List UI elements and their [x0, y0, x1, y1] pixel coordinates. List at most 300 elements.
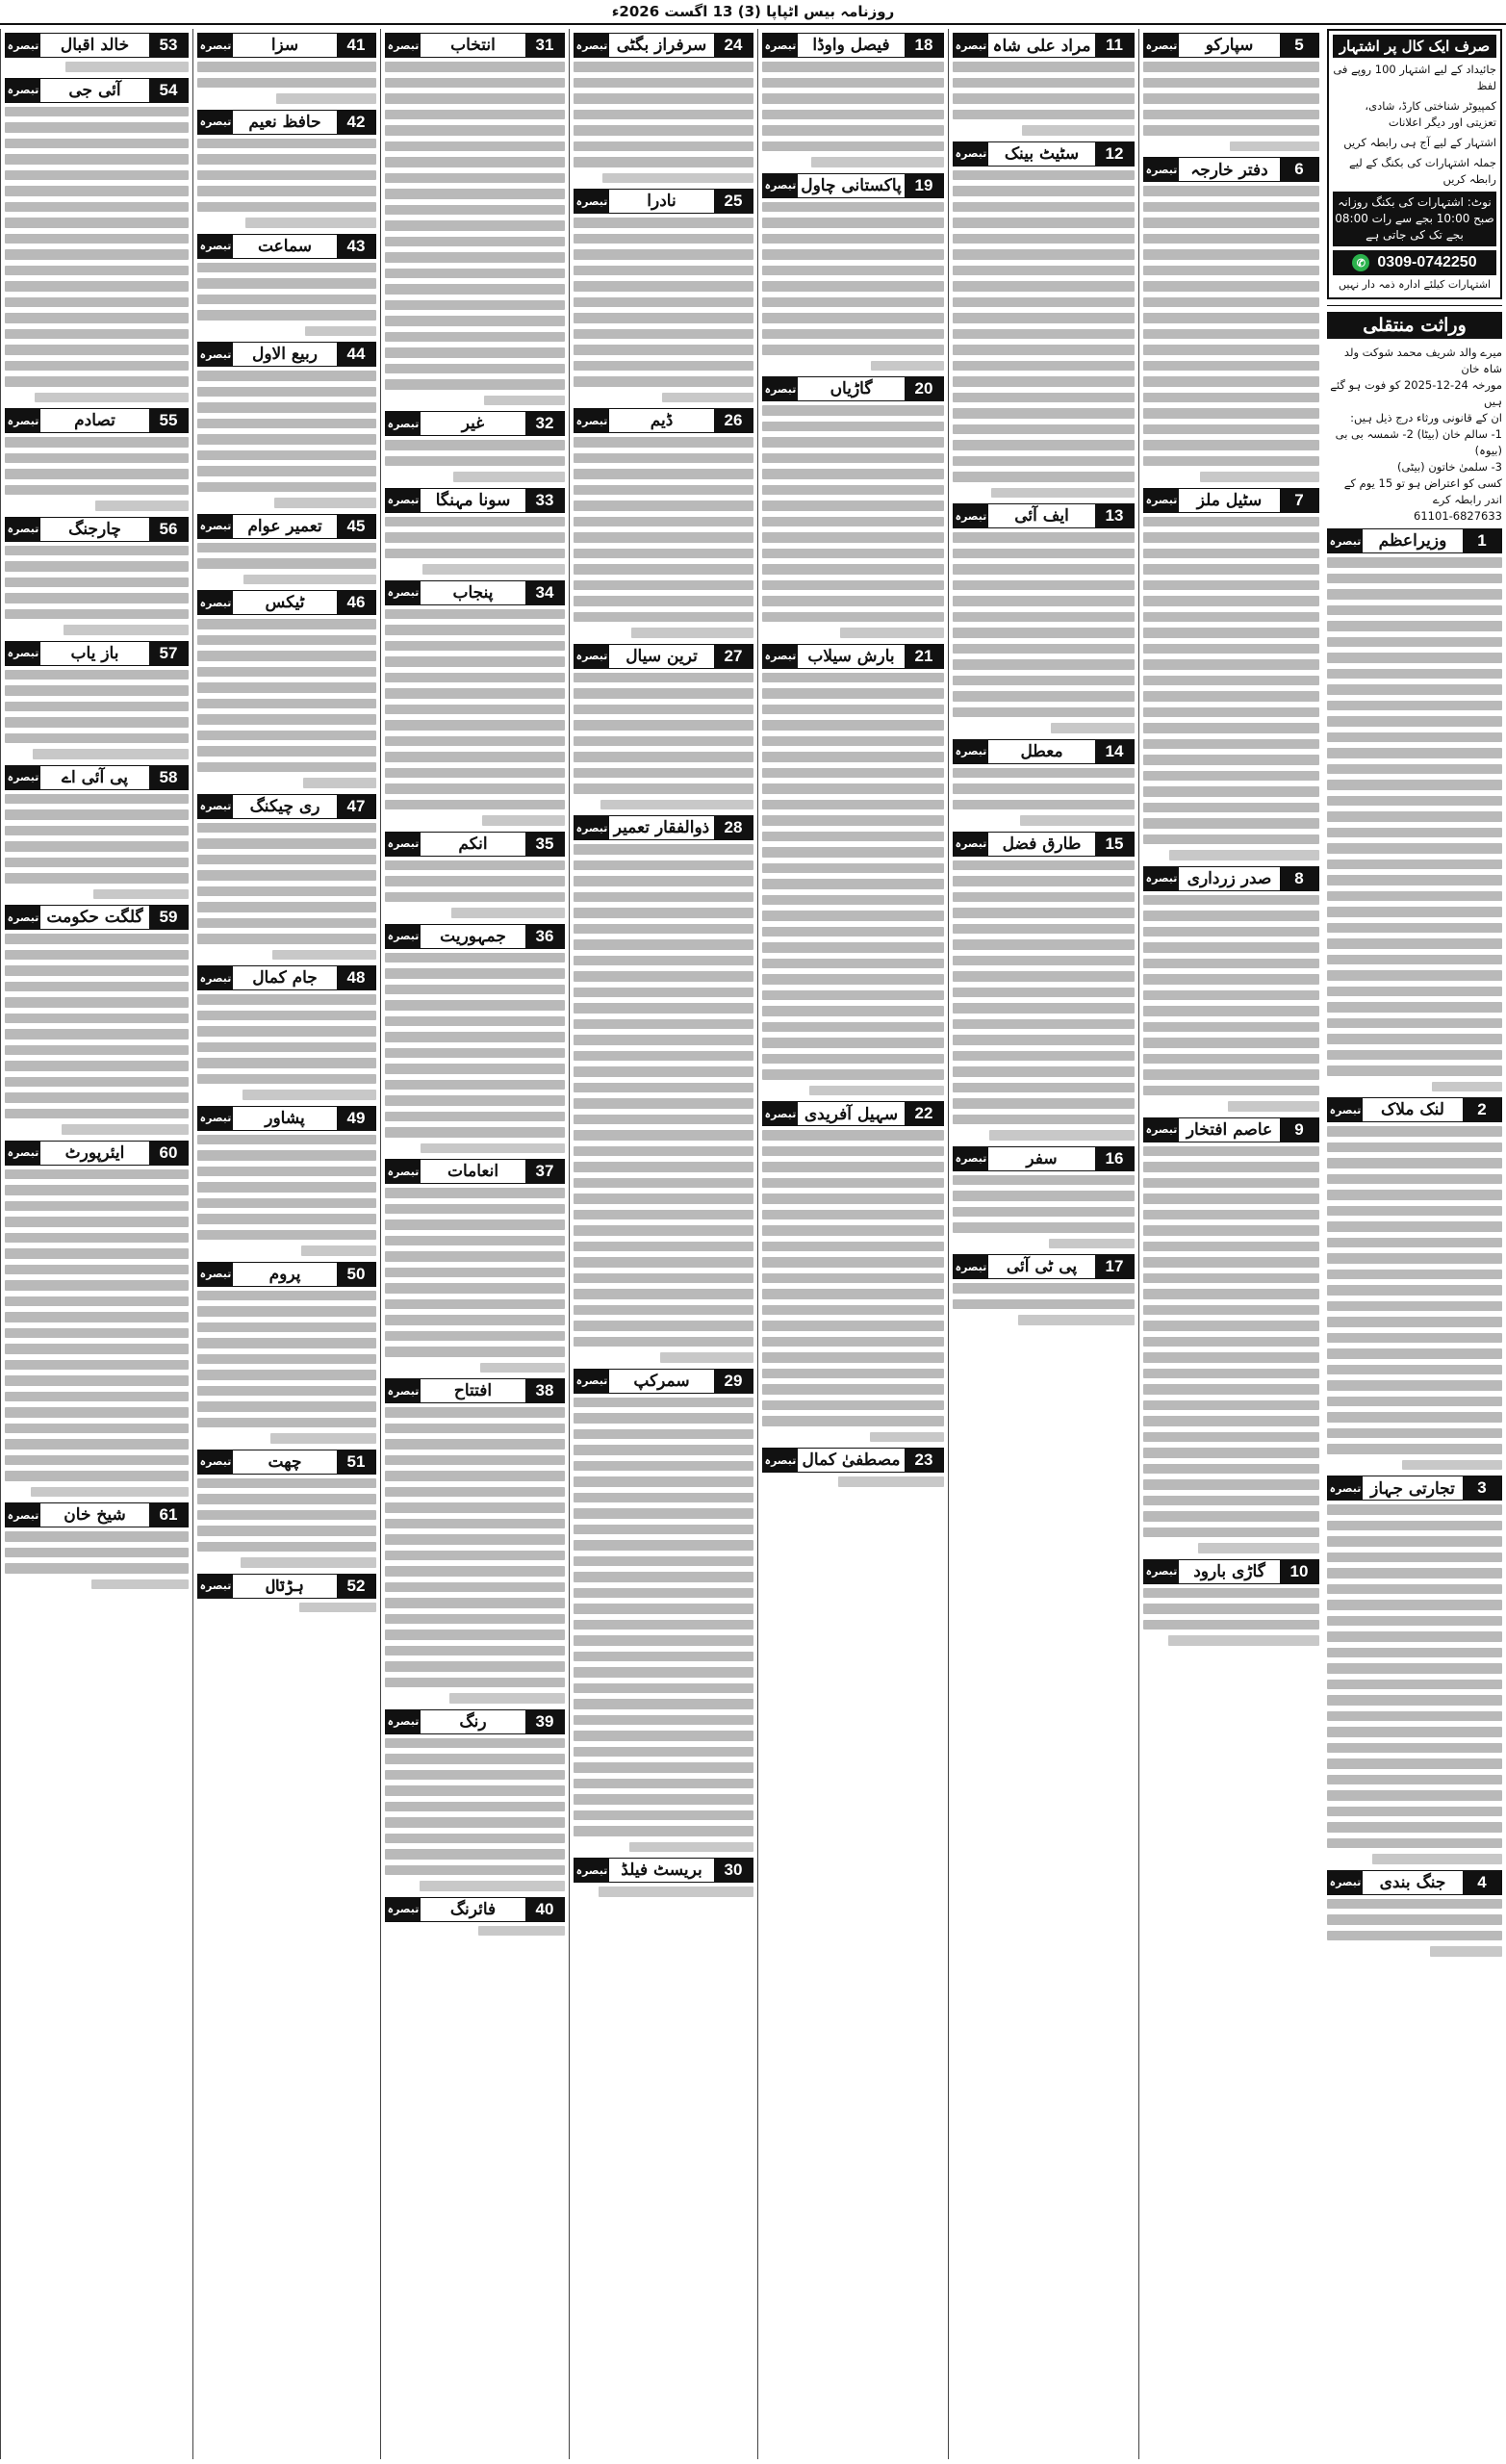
- news-headline[interactable]: [5, 765, 189, 790]
- news-headline[interactable]: [5, 1502, 189, 1527]
- news-headline[interactable]: [197, 234, 376, 259]
- headline-number: 4: [1463, 1871, 1501, 1894]
- text-line: [1143, 1604, 1319, 1614]
- news-headline[interactable]: [953, 503, 1135, 528]
- text-line: [1143, 771, 1319, 782]
- news-item: [1143, 1559, 1319, 1646]
- text-line: [1143, 440, 1319, 450]
- notice-line: مورخہ 24-12-2025 کو فوت ہو گئے ہیں: [1330, 378, 1502, 408]
- text-line: [385, 1471, 565, 1481]
- news-headline[interactable]: [197, 514, 376, 539]
- text-line: [197, 934, 376, 944]
- text-line: [5, 437, 189, 448]
- news-body: [953, 1175, 1135, 1249]
- text-line: [953, 956, 1135, 966]
- text-line: [5, 281, 189, 292]
- headline-tag: تبصرہ: [954, 740, 988, 763]
- ad-line: اشتہار کے لیے آج ہی رابطہ کریں: [1343, 136, 1496, 149]
- news-headline[interactable]: [574, 33, 753, 58]
- headline-title: پی آئی اے: [61, 768, 129, 787]
- text-line: [5, 1548, 189, 1558]
- text-line: [574, 971, 753, 982]
- notice-line: میرے والد شریف محمد شوکت ولد شاہ خان: [1343, 346, 1502, 375]
- text-line: [953, 313, 1135, 323]
- news-headline[interactable]: [762, 173, 944, 198]
- text-line: [1327, 1428, 1502, 1439]
- text-line: [953, 1051, 1135, 1062]
- text-line: [574, 1429, 753, 1440]
- text-line: [953, 170, 1135, 181]
- headline-number: 10: [1280, 1560, 1318, 1583]
- news-headline[interactable]: [1327, 1870, 1502, 1895]
- text-line: [953, 1003, 1135, 1014]
- text-line: [1143, 755, 1319, 765]
- text-line: [1143, 1006, 1319, 1016]
- text-line: [385, 189, 565, 199]
- text-line: [953, 186, 1135, 196]
- text-line: [574, 78, 753, 89]
- news-item: [953, 503, 1135, 733]
- text-line: [1327, 843, 1502, 854]
- text-line: [1143, 393, 1319, 403]
- text-line: [574, 1178, 753, 1189]
- news-headline[interactable]: [197, 33, 376, 58]
- text-line: [953, 440, 1135, 450]
- news-headline[interactable]: [953, 33, 1135, 58]
- headline-title: فیصل واوڈا: [812, 36, 890, 55]
- headline-tag: تبصرہ: [1328, 529, 1363, 552]
- text-line: [574, 1525, 753, 1535]
- text-line: [953, 329, 1135, 340]
- news-item: [5, 1141, 189, 1498]
- headline-number: 34: [525, 581, 564, 604]
- text-line: [385, 1016, 565, 1027]
- text-line: [762, 1273, 944, 1284]
- text-line: [197, 62, 376, 72]
- text-line: [574, 1337, 753, 1348]
- news-body: [197, 994, 376, 1100]
- text-line: [385, 1407, 565, 1418]
- text-line: [420, 1881, 565, 1891]
- text-line: [762, 110, 944, 120]
- text-line: [197, 371, 376, 381]
- news-headline[interactable]: [385, 924, 565, 949]
- text-line: [1143, 266, 1319, 276]
- headline-title: تعمیر عوام: [247, 516, 322, 536]
- news-headline[interactable]: [574, 644, 753, 669]
- text-line: [574, 234, 753, 244]
- text-line: [197, 1011, 376, 1021]
- news-body: [762, 405, 944, 638]
- headline-tag: تبصرہ: [1144, 158, 1179, 181]
- text-line: [953, 580, 1135, 591]
- headline-tag: تبصرہ: [1144, 1560, 1179, 1583]
- text-line: [385, 1455, 565, 1466]
- text-line: [5, 809, 189, 820]
- text-line: [305, 326, 376, 337]
- text-line: [574, 876, 753, 886]
- text-line: [5, 1312, 189, 1322]
- news-headline[interactable]: [5, 905, 189, 930]
- news-item: [953, 832, 1135, 1141]
- text-line: [1020, 815, 1135, 826]
- news-headline[interactable]: [953, 1146, 1135, 1171]
- headline-number: 37: [525, 1160, 564, 1183]
- text-line: [197, 714, 376, 725]
- text-line: [197, 1167, 376, 1177]
- news-headline[interactable]: [1143, 488, 1319, 513]
- text-line: [574, 361, 753, 372]
- text-line: [33, 749, 189, 759]
- text-line: [762, 532, 944, 543]
- text-line: [197, 450, 376, 461]
- text-line: [574, 1794, 753, 1805]
- news-headline[interactable]: [762, 1101, 944, 1126]
- news-body: [385, 609, 565, 826]
- text-line: [422, 564, 565, 575]
- news-column-6: [380, 29, 569, 2459]
- text-line: [762, 1352, 944, 1363]
- news-item: [1327, 1870, 1502, 1957]
- text-line: [574, 1130, 753, 1141]
- text-line: [197, 1135, 376, 1145]
- headline-number: 8: [1280, 867, 1318, 890]
- text-line: [762, 688, 944, 699]
- news-headline[interactable]: [385, 1378, 565, 1403]
- text-line: [1327, 669, 1502, 680]
- text-line: [197, 310, 376, 321]
- text-line: [197, 202, 376, 213]
- text-line: [274, 498, 376, 508]
- headline-tag: تبصرہ: [6, 642, 40, 665]
- text-line: [1143, 78, 1319, 89]
- text-line: [197, 619, 376, 629]
- headline-number: 26: [714, 409, 753, 432]
- text-line: [385, 688, 565, 699]
- text-line: [197, 667, 376, 678]
- text-line: [762, 93, 944, 104]
- text-line: [197, 1230, 376, 1241]
- text-line: [953, 249, 1135, 260]
- text-line: [197, 838, 376, 849]
- headline-title: ایف آئی: [1014, 506, 1069, 526]
- text-line: [1143, 990, 1319, 1001]
- text-line: [5, 965, 189, 976]
- news-item: [953, 739, 1135, 826]
- text-line: [762, 564, 944, 575]
- text-line: [574, 1273, 753, 1284]
- news-headline[interactable]: [574, 189, 753, 214]
- text-line: [5, 950, 189, 961]
- text-line: [574, 1003, 753, 1014]
- news-body: [197, 823, 376, 961]
- text-line: [1143, 1511, 1319, 1522]
- text-line: [574, 892, 753, 903]
- text-line: [574, 1493, 753, 1503]
- text-line: [5, 841, 189, 852]
- news-item: [762, 376, 944, 638]
- news-item: [762, 644, 944, 1096]
- headline-title: آئی جی: [68, 80, 121, 100]
- text-line: [1327, 923, 1502, 934]
- text-line: [1143, 1289, 1319, 1299]
- news-headline[interactable]: [953, 1254, 1135, 1279]
- headline-tag: تبصرہ: [198, 966, 233, 989]
- notice-title: وراثت منتقلی: [1327, 312, 1502, 339]
- headline-tag: تبصرہ: [386, 925, 421, 948]
- news-item: [5, 765, 189, 900]
- news-headline[interactable]: [197, 1106, 376, 1131]
- news-body: [385, 953, 565, 1154]
- headline-title: پنجاب: [452, 582, 494, 603]
- text-line: [1168, 1635, 1319, 1646]
- news-headline[interactable]: [1143, 866, 1319, 891]
- notice-line: ان کے قانونی ورثاء درج ذیل ہیں:: [1350, 411, 1502, 424]
- headline-number: 12: [1095, 142, 1134, 166]
- text-line: [5, 1077, 189, 1088]
- text-line: [762, 405, 944, 416]
- headline-title: ہڑتال: [266, 1577, 304, 1596]
- news-item: [197, 1106, 376, 1256]
- text-line: [1327, 732, 1502, 743]
- text-line: [385, 673, 565, 683]
- text-line: [385, 783, 565, 794]
- news-headline[interactable]: [385, 411, 565, 436]
- news-headline[interactable]: [197, 342, 376, 367]
- news-item: [5, 905, 189, 1135]
- news-item: [1327, 1476, 1502, 1864]
- text-line: [574, 564, 753, 575]
- text-line: [385, 316, 565, 326]
- news-item: [574, 408, 753, 638]
- text-line: [953, 218, 1135, 228]
- text-line: [574, 1305, 753, 1316]
- text-line: [5, 609, 189, 620]
- news-headline[interactable]: [197, 794, 376, 819]
- news-headline[interactable]: [5, 78, 189, 103]
- text-line: [953, 234, 1135, 244]
- text-line: [197, 154, 376, 165]
- news-headline[interactable]: [762, 376, 944, 401]
- text-line: [1143, 1620, 1319, 1630]
- text-line: [574, 93, 753, 104]
- text-line: [1327, 1221, 1502, 1232]
- headline-number: 18: [905, 34, 943, 57]
- headline-tag: تبصرہ: [198, 34, 233, 57]
- text-line: [385, 110, 565, 120]
- headline-tag: تبصرہ: [198, 111, 233, 134]
- news-headline[interactable]: [385, 1709, 565, 1734]
- headline-tag: تبصرہ: [574, 645, 609, 668]
- text-line: [574, 1476, 753, 1487]
- news-headline[interactable]: [1327, 1476, 1502, 1501]
- text-line: [385, 1865, 565, 1876]
- news-headline[interactable]: [197, 590, 376, 615]
- headline-tag: تبصرہ: [763, 377, 798, 400]
- text-line: [953, 1299, 1135, 1310]
- text-line: [1327, 748, 1502, 758]
- text-line: [762, 942, 944, 953]
- text-line: [762, 863, 944, 874]
- news-headline[interactable]: [1327, 528, 1502, 553]
- news-headline[interactable]: [5, 408, 189, 433]
- news-headline[interactable]: [385, 832, 565, 857]
- news-headline[interactable]: [574, 408, 753, 433]
- text-line: [953, 892, 1135, 903]
- text-line: [1327, 907, 1502, 917]
- news-headline[interactable]: [574, 815, 753, 840]
- text-line: [270, 1433, 376, 1444]
- text-line: [953, 1035, 1135, 1045]
- news-headline[interactable]: [1143, 1559, 1319, 1584]
- text-line: [1327, 1504, 1502, 1515]
- news-headline[interactable]: [5, 517, 189, 542]
- news-headline[interactable]: [5, 33, 189, 58]
- text-line: [1198, 1543, 1319, 1553]
- news-headline[interactable]: [385, 1897, 565, 1922]
- text-line: [762, 1162, 944, 1172]
- text-line: [385, 1048, 565, 1059]
- news-column-8: [0, 29, 192, 2459]
- text-line: [1327, 1663, 1502, 1674]
- news-body: [197, 263, 376, 337]
- news-headline[interactable]: [762, 644, 944, 669]
- headline-tag: تبصرہ: [386, 581, 421, 604]
- text-line: [385, 1582, 565, 1593]
- text-line: [574, 1461, 753, 1472]
- headline-title: پشاور: [265, 1108, 305, 1128]
- text-line: [5, 313, 189, 323]
- text-line: [1143, 281, 1319, 292]
- news-headline[interactable]: [197, 1450, 376, 1475]
- text-line: [5, 1265, 189, 1275]
- text-line: [574, 580, 753, 591]
- text-line: [385, 1236, 565, 1246]
- news-headline[interactable]: [953, 832, 1135, 857]
- headline-title: گاڑیاں: [830, 379, 873, 398]
- text-line: [385, 78, 565, 89]
- news-body: [1327, 1504, 1502, 1864]
- news-item: [385, 1709, 565, 1891]
- news-headline[interactable]: [1327, 1097, 1502, 1122]
- text-line: [953, 472, 1135, 482]
- news-headline[interactable]: [197, 110, 376, 135]
- text-line: [1143, 1321, 1319, 1331]
- news-headline[interactable]: [197, 1574, 376, 1599]
- masthead: روزنامہ بیس اٹپاپا (3) 13 اگست 2026ء: [0, 0, 1506, 25]
- headline-number: 9: [1280, 1118, 1318, 1142]
- headline-number: 35: [525, 833, 564, 856]
- news-headline[interactable]: [762, 33, 944, 58]
- text-line: [953, 876, 1135, 886]
- news-headline[interactable]: [1143, 157, 1319, 182]
- headline-number: 27: [714, 645, 753, 668]
- text-line: [385, 1614, 565, 1625]
- news-item: [197, 33, 376, 104]
- news-headline[interactable]: [953, 739, 1135, 764]
- text-line: [385, 1802, 565, 1812]
- text-line: [276, 93, 376, 104]
- text-line: [1143, 1022, 1319, 1033]
- text-line: [5, 670, 189, 680]
- text-line: [762, 1146, 944, 1157]
- news-headline[interactable]: [953, 141, 1135, 167]
- news-headline[interactable]: [762, 1448, 944, 1473]
- news-headline[interactable]: [385, 488, 565, 513]
- news-item: [197, 1262, 376, 1444]
- news-headline[interactable]: [574, 1369, 753, 1394]
- text-line: [953, 408, 1135, 419]
- text-line: [1327, 1568, 1502, 1578]
- headline-number: 41: [337, 34, 375, 57]
- news-headline[interactable]: [5, 1141, 189, 1166]
- text-line: [197, 1150, 376, 1161]
- news-headline[interactable]: [1143, 33, 1319, 58]
- headline-tag: تبصرہ: [763, 174, 798, 197]
- headline-title: افتتاح: [453, 1381, 493, 1400]
- text-line: [811, 157, 944, 167]
- news-headline[interactable]: [5, 641, 189, 666]
- text-line: [385, 1551, 565, 1561]
- news-body: [1143, 186, 1319, 482]
- news-headline[interactable]: [1143, 1117, 1319, 1142]
- news-item: [197, 794, 376, 961]
- text-line: [5, 1109, 189, 1119]
- headline-tag: تبصرہ: [763, 1102, 798, 1125]
- news-headline[interactable]: [385, 1159, 565, 1184]
- text-line: [385, 1849, 565, 1860]
- headline-tag: تبصرہ: [1328, 1871, 1363, 1894]
- text-line: [574, 1210, 753, 1220]
- news-headline[interactable]: [197, 965, 376, 990]
- headline-tag: تبصرہ: [6, 34, 40, 57]
- news-item: [385, 1897, 565, 1937]
- text-line: [1143, 1038, 1319, 1048]
- news-item: [197, 110, 376, 228]
- text-line: [762, 202, 944, 213]
- text-line: [1327, 1348, 1502, 1359]
- text-line: [5, 376, 189, 387]
- news-body: [5, 934, 189, 1135]
- headline-number: 47: [337, 795, 375, 818]
- text-line: [762, 736, 944, 747]
- news-headline[interactable]: [385, 33, 565, 58]
- text-line: [1143, 1257, 1319, 1268]
- headline-title: شیخ خان: [64, 1505, 126, 1525]
- news-headline[interactable]: [385, 580, 565, 605]
- text-line: [1143, 93, 1319, 104]
- news-headline[interactable]: [574, 1858, 753, 1883]
- headline-number: 7: [1280, 489, 1318, 512]
- text-line: [1228, 1101, 1319, 1112]
- phone-number[interactable]: [1333, 250, 1496, 275]
- news-item: [197, 234, 376, 337]
- text-line: [385, 1000, 565, 1011]
- news-headline[interactable]: [197, 1262, 376, 1287]
- headline-tag: تبصرہ: [6, 79, 40, 102]
- text-line: [574, 1810, 753, 1821]
- text-line: [1143, 110, 1319, 120]
- ad-column: [1323, 29, 1506, 2459]
- text-line: [91, 1579, 189, 1590]
- text-line: [574, 517, 753, 527]
- news-item: [197, 590, 376, 788]
- text-line: [1143, 628, 1319, 638]
- text-line: [762, 768, 944, 779]
- text-line: [1327, 1931, 1502, 1941]
- text-line: [385, 1834, 565, 1844]
- headline-title: انکم: [458, 834, 488, 854]
